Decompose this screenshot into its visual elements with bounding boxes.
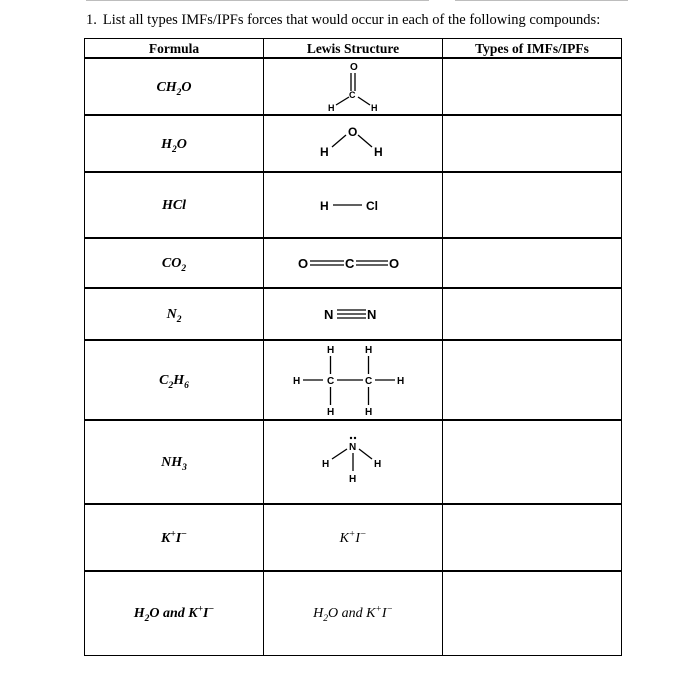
formula-cell [85, 58, 264, 115]
lewis-cell [264, 504, 443, 571]
atom-h-right: H [374, 459, 382, 470]
lewis-structure-co2 [298, 253, 408, 273]
atom-o-left: O [298, 256, 309, 271]
atom-c: C [345, 256, 355, 271]
atom-h-right: H [371, 102, 378, 113]
table-row-co2 [85, 238, 622, 288]
atom-h-left: H [322, 459, 330, 470]
question-number: 1. [86, 12, 97, 28]
formula-co2: $CO_2$ [161, 256, 187, 274]
atom-c-left: C [327, 376, 335, 387]
formula-hcl: HCl [161, 198, 187, 213]
table-row-ch2o [85, 58, 622, 115]
question-prompt [86, 12, 600, 29]
formula-cell [85, 504, 264, 571]
atom-o: O [350, 61, 358, 73]
atom-h-left: H [293, 376, 301, 387]
types-cell-hcl[interactable] [443, 172, 622, 238]
header-types: Types of IMFs/IPFs [443, 39, 622, 59]
lewis-structure-water [308, 123, 398, 165]
lewis-cell [264, 172, 443, 238]
imf-worksheet-table [84, 38, 622, 656]
lewis-text-h2o-and-ki: $H_2O$ and K+I− [313, 604, 393, 625]
lone-pair-dot-2 [354, 437, 356, 439]
formula-cell [85, 340, 264, 420]
lewis-cell [264, 288, 443, 340]
atom-h-top-left: H [327, 345, 335, 356]
atom-h-left: H [320, 144, 329, 159]
formula-c2h6: $C_2H_6$ [159, 373, 189, 391]
types-cell-h2o-and-ki[interactable] [443, 571, 622, 655]
atom-h-left: H [328, 102, 335, 113]
types-cell-co2[interactable] [443, 238, 622, 288]
lewis-cell [264, 340, 443, 420]
top-rule-right [455, 0, 628, 1]
atom-cl: Cl [366, 199, 378, 213]
table-header-row [85, 39, 622, 59]
table-row-nh3 [85, 420, 622, 504]
formula-cell [85, 172, 264, 238]
lewis-cell [264, 115, 443, 172]
table-row-h2o [85, 115, 622, 172]
lewis-structure-hcl [308, 195, 398, 215]
lewis-cell [264, 571, 443, 655]
atom-c: C [349, 89, 356, 100]
formula-ch2o: $CH_2O$ [156, 79, 192, 98]
atom-h-top-right: H [365, 345, 373, 356]
lewis-structure-n2 [318, 304, 388, 324]
types-cell-h2o[interactable] [443, 115, 622, 172]
atom-o-right: O [389, 256, 400, 271]
lewis-structure-ethane [293, 343, 413, 417]
table-row-hcl [85, 172, 622, 238]
table-row-c2h6 [85, 340, 622, 420]
types-cell-c2h6[interactable] [443, 340, 622, 420]
types-cell-n2[interactable] [443, 288, 622, 340]
types-cell-ch2o[interactable] [443, 58, 622, 115]
formula-h2o: $H_2O$ [161, 136, 187, 155]
formula-cell [85, 238, 264, 288]
header-lewis-structure: Lewis Structure [264, 39, 443, 59]
atom-o: O [348, 124, 358, 139]
lone-pair-dot-1 [350, 437, 352, 439]
formula-h2o-and-ki: $H_2O$ and K+I− [133, 604, 215, 625]
lewis-cell [264, 58, 443, 115]
formula-n2: $N_2$ [166, 307, 182, 325]
atom-h-bottom-right: H [365, 407, 373, 418]
atom-h-right: H [374, 144, 383, 159]
types-cell-ki[interactable] [443, 504, 622, 571]
formula-cell [85, 115, 264, 172]
formula-cell [85, 571, 264, 655]
lewis-structure-ammonia [308, 435, 398, 489]
formula-cell [85, 288, 264, 340]
atom-h: H [320, 199, 329, 213]
atom-h-bottom-left: H [327, 407, 335, 418]
types-cell-nh3[interactable] [443, 420, 622, 504]
table-row-h2o-and-ki [85, 571, 622, 655]
lewis-text-ki: K+I− [339, 528, 367, 546]
atom-n: N [349, 442, 357, 453]
atom-n-right: N [367, 307, 377, 322]
formula-cell [85, 420, 264, 504]
atom-c-right: C [365, 376, 373, 387]
formula-ki: K+I− [161, 528, 187, 546]
formula-nh3: $NH_3$ [161, 455, 187, 473]
question-text: List all types IMFs/IPFs forces that would occur in each of the following compounds: [102, 12, 601, 28]
lewis-structure-formaldehyde [308, 60, 398, 114]
table-row-n2 [85, 288, 622, 340]
atom-h-right: H [397, 376, 405, 387]
atom-h-bottom: H [349, 474, 357, 485]
lewis-cell [264, 238, 443, 288]
header-formula: Formula [85, 39, 264, 59]
top-rule-left [86, 0, 429, 1]
atom-n-left: N [324, 307, 334, 322]
lewis-cell [264, 420, 443, 504]
table-row-ki [85, 504, 622, 571]
